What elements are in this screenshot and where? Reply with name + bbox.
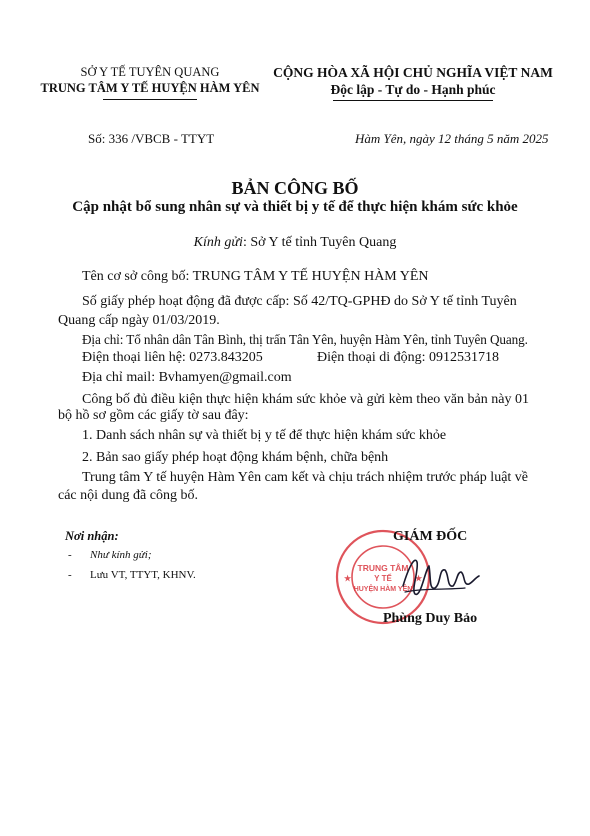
national-motto: Độc lập - Tự do - Hạnh phúc bbox=[330, 82, 496, 97]
commitment-line-1: Trung tâm Y tế huyện Hàm Yên cam kết và chịu trách nhiệm trước pháp luật về bbox=[82, 470, 529, 485]
document-subtitle: Cập nhật bổ sung nhân sự và thiết bị y tế để thực hiện khám sức khỏe bbox=[72, 199, 518, 215]
recipients-list bbox=[68, 545, 196, 585]
stamp-inner-line-3: HUYỆN HÀM YÊN bbox=[353, 586, 413, 593]
recipient-item: - Như kính gửi; bbox=[68, 549, 152, 561]
document-number: Số: 336 /VBCB - TTYT bbox=[88, 131, 215, 146]
header-right-underline bbox=[333, 100, 493, 101]
email-line: Địa chỉ mail: Bvhamyen@gmail.com bbox=[82, 370, 292, 385]
recipient-value: : Sở Y tế tỉnh Tuyên Quang bbox=[242, 235, 397, 250]
announcement-line-2: bộ hồ sơ gồm các giấy tờ sau đây: bbox=[58, 408, 249, 423]
handwritten-signature bbox=[395, 548, 485, 608]
issuing-organization: TRUNG TÂM Y TẾ HUYỆN HÀM YÊN bbox=[40, 81, 260, 95]
document-date: Hàm Yên, ngày 12 tháng 5 năm 2025 bbox=[355, 131, 549, 146]
issuing-authority: SỞ Y TẾ TUYÊN QUANG bbox=[80, 65, 220, 79]
signatory-name: Phùng Duy Bảo bbox=[383, 611, 478, 626]
recipients-title: Nơi nhận: bbox=[65, 529, 119, 543]
stamp-inner-line-1: TRUNG TÂM bbox=[357, 563, 409, 573]
mobile-line: Điện thoại di động: 0912531718 bbox=[317, 350, 499, 365]
document-item-2: 2. Bản sao giấy phép hoạt động khám bệnh, chữa bệnh bbox=[82, 450, 389, 465]
license-line-1: Số giấy phép hoạt động đã được cấp: Số 42/TQ-GPHĐ do Sở Y tế tỉnh Tuyên bbox=[82, 294, 517, 309]
document-item-1: 1. Danh sách nhân sự và thiết bị y tế để thực hiện khám sức khỏe bbox=[82, 428, 447, 443]
header-right bbox=[268, 64, 558, 98]
license-line-2: Quang cấp ngày 01/03/2019. bbox=[58, 313, 220, 328]
stamp-inner-line-2: Y TẾ bbox=[374, 574, 392, 583]
header-left bbox=[40, 64, 260, 96]
recipient-line bbox=[0, 235, 590, 251]
recipient-item: - Lưu VT, TTYT, KHNV. bbox=[68, 569, 196, 581]
stamp-star-right: ★ bbox=[415, 574, 423, 583]
phone-line: Điện thoại liên hệ: 0273.843205 bbox=[82, 350, 263, 365]
header-left-underline bbox=[103, 99, 197, 100]
stamp-star-left: ★ bbox=[344, 574, 352, 583]
commitment-line-2: các nội dung đã công bố. bbox=[58, 488, 198, 503]
address-line: Địa chỉ: Tổ nhân dân Tân Bình, thị trấn Tân Yên, huyện Hàm Yên, tỉnh Tuyên Quang. bbox=[82, 332, 528, 347]
document-title: BẢN CÔNG BỐ bbox=[231, 178, 359, 198]
announcement-line-1: Công bố đủ điều kiện thực hiện khám sức khỏe và gửi kèm theo văn bản này 01 bbox=[82, 392, 529, 407]
signature-role: GIÁM ĐỐC bbox=[393, 529, 468, 544]
national-title: CỘNG HÒA XÃ HỘI CHỦ NGHĨA VIỆT NAM bbox=[273, 65, 553, 80]
recipient-label: Kính gửi bbox=[193, 235, 243, 250]
facility-name-line: Tên cơ sở công bố: TRUNG TÂM Y TẾ HUYỆN HÀM YÊN bbox=[82, 269, 429, 284]
